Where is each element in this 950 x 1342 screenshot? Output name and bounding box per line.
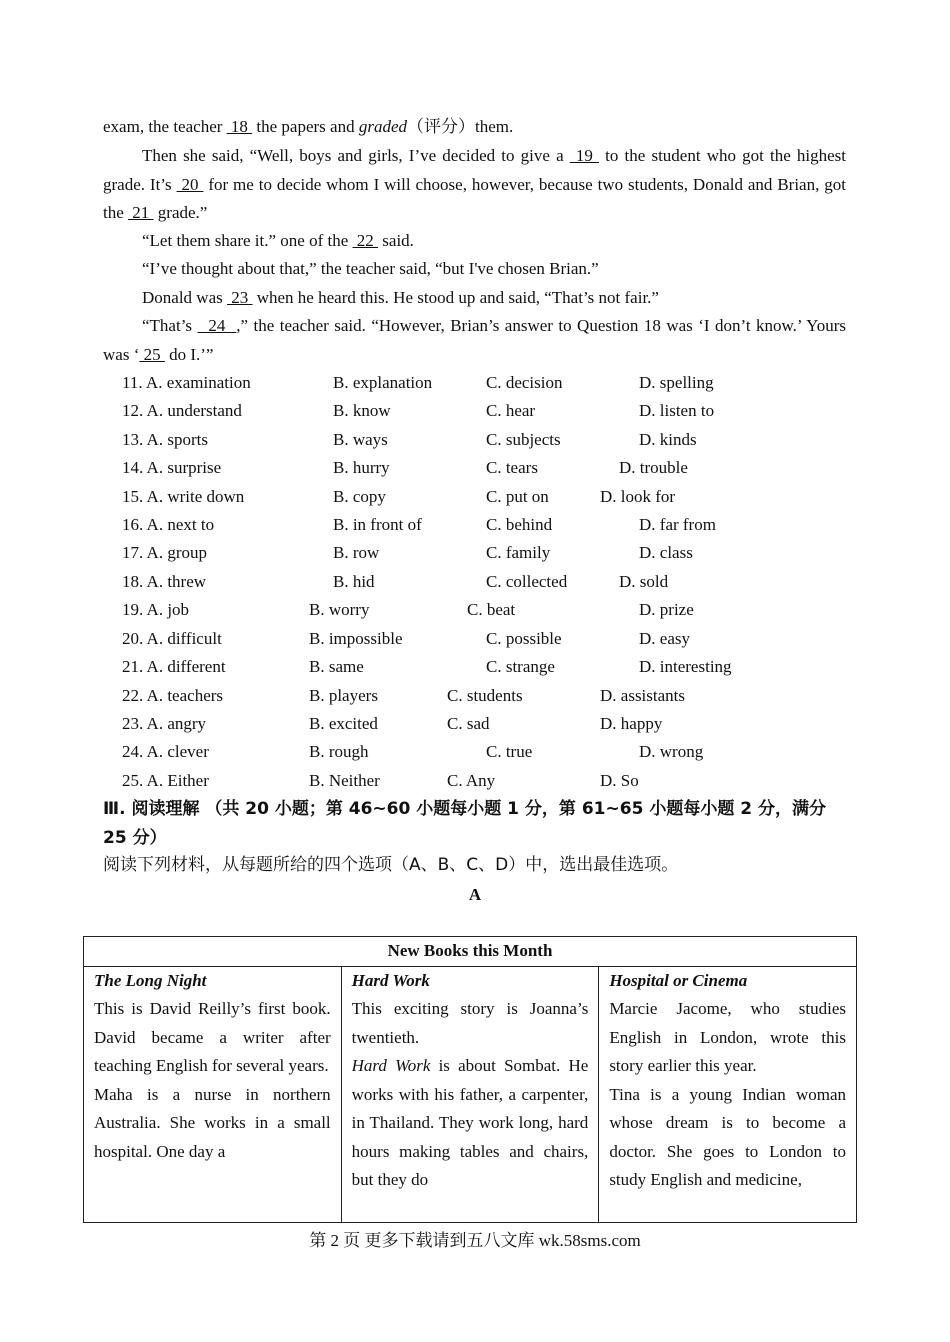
passage-line-share [103, 227, 846, 256]
text: do I.’” [164, 344, 214, 364]
books-table [83, 936, 857, 1223]
option-d: D. listen to [639, 401, 715, 420]
blank-18: 18 [226, 117, 253, 136]
text: the papers and [252, 117, 359, 136]
book-description [94, 995, 331, 1222]
book-intro: This is David Reilly’s first book. David became a writer after teaching English for several years. [94, 999, 331, 1075]
option-c: C. sad [447, 714, 490, 733]
option-row-12 [0, 397, 950, 425]
table-title: New Books this Month [84, 937, 857, 967]
option-d: D. assistants [600, 686, 685, 705]
section-instruction: 阅读下列材料，从每题所给的四个选项（A、B、C、D）中，选出最佳选项。 [103, 855, 679, 875]
book-title: Hard Work [351, 970, 430, 990]
option-c: C. hear [486, 401, 536, 420]
option-b: B. know [333, 401, 391, 420]
text: （评分）them. [407, 117, 514, 136]
option-d: D. trouble [619, 458, 688, 477]
passage-paragraph-prize [103, 142, 846, 228]
text: Donald was [142, 288, 227, 307]
option-a: 19. A. job [122, 600, 190, 619]
option-d: D. kinds [639, 430, 697, 449]
option-a: 22. A. teachers [122, 686, 224, 705]
option-a: 21. A. different [122, 657, 226, 676]
table-row [84, 966, 857, 1223]
book-summary: Maha is a nurse in northern Australia. She works in a small hospital. One day a [94, 1084, 331, 1161]
blank-25: 25 [139, 344, 165, 364]
option-row-15 [0, 483, 950, 511]
option-c: C. subjects [486, 430, 561, 449]
option-c: C. behind [486, 515, 553, 534]
option-a: 20. A. difficult [122, 629, 222, 648]
option-c: C. beat [467, 600, 516, 619]
option-c: C. tears [486, 458, 538, 477]
option-b: B. same [309, 657, 364, 676]
book-title: Hospital or Cinema [609, 970, 748, 990]
option-c: C. collected [486, 572, 568, 591]
option-d: D. look for [600, 487, 676, 506]
option-row-16 [0, 511, 950, 539]
option-row-11 [0, 369, 950, 397]
book-summary [352, 1052, 589, 1195]
option-d: D. prize [639, 600, 694, 619]
option-row-17 [0, 539, 950, 567]
text: to the student who got the highest grade. It’s [103, 146, 846, 194]
option-a: 14. A. surprise [122, 458, 222, 477]
book-intro: Marcie Jacome, who studies English in London, wrote this story earlier this year. [609, 999, 846, 1075]
option-b: B. copy [333, 487, 386, 506]
text: said. [378, 231, 414, 250]
option-b: B. ways [333, 430, 388, 449]
option-c: C. true [486, 742, 533, 761]
option-a: 23. A. angry [122, 714, 207, 733]
option-b: B. impossible [309, 629, 403, 648]
text: “Let them share it.” one of the [142, 231, 353, 250]
option-c: C. possible [486, 629, 562, 648]
book-description [352, 995, 589, 1222]
option-b: B. hid [333, 572, 375, 591]
option-d: D. interesting [639, 657, 732, 676]
text: for me to decide whom I will choose, however, because two students, Donald and Brian, got the [103, 174, 846, 222]
option-d: D. spelling [639, 373, 714, 392]
text: is about Sombat. He works with his father, a carpenter, in Thailand. They work long, hard hours making tables and chairs, but they do [351, 1056, 589, 1189]
option-c: C. decision [486, 373, 563, 392]
option-b: B. rough [309, 742, 369, 761]
text: grade.” [153, 203, 208, 222]
passage-line-donald [103, 284, 846, 313]
text: when he heard this. He stood up and said, “That’s not fair.” [252, 288, 659, 307]
option-b: B. excited [309, 714, 378, 733]
option-a: 16. A. next to [122, 515, 215, 534]
option-b: B. Neither [309, 771, 380, 790]
text: Then she said, “Well, boys and girls, I’ve decided to give a [142, 146, 570, 165]
passage-paragraph-answer [103, 312, 846, 369]
option-a: 11. A. examination [122, 373, 251, 392]
book-description [609, 995, 846, 1222]
option-row-23 [0, 710, 950, 738]
option-b: B. explanation [333, 373, 433, 392]
option-b: B. row [333, 543, 380, 562]
part-label: A [468, 885, 482, 904]
option-d: D. far from [639, 515, 716, 534]
option-c: C. put on [486, 487, 549, 506]
option-a: 18. A. threw [122, 572, 207, 591]
option-d: D. So [600, 771, 639, 790]
blank-20: 20 [176, 174, 204, 194]
option-a: 17. A. group [122, 543, 207, 562]
option-d: D. happy [600, 714, 663, 733]
option-row-22 [0, 682, 950, 710]
option-a: 12. A. understand [122, 401, 242, 420]
option-c: C. family [486, 543, 551, 562]
option-row-19 [0, 596, 950, 624]
option-d: D. wrong [639, 742, 704, 761]
option-row-13 [0, 426, 950, 454]
page-footer: 第 2 页 更多下载请到五八文库 wk.58sms.com [309, 1231, 641, 1250]
blank-21: 21 [128, 203, 154, 222]
option-b: B. hurry [333, 458, 390, 477]
option-row-14 [0, 454, 950, 482]
option-a: 25. A. Either [122, 771, 209, 790]
blank-23: 23 [226, 288, 253, 307]
blank-19: 19 [569, 146, 600, 165]
book-title: The Long Night [94, 970, 207, 990]
option-row-21 [0, 653, 950, 681]
section-heading: Ⅲ. 阅读理解 （共 20 小题；第 46~60 小题每小题 1 分，第 61~65 小题每小题 2 分，满分 25 分） [103, 799, 826, 848]
text: ,” the teacher said. “However, Brian’s answer to Question 18 was ‘I don’t know.’ Yours was ‘ [103, 316, 846, 364]
option-c: C. Any [447, 771, 496, 790]
option-row-25 [0, 767, 950, 795]
option-c: C. students [447, 686, 523, 705]
option-b: B. players [309, 686, 378, 705]
blank-24: 24 [197, 316, 237, 335]
option-row-18 [0, 568, 950, 596]
option-row-20 [0, 625, 950, 653]
option-a: 24. A. clever [122, 742, 209, 761]
text: “That’s [142, 316, 198, 335]
passage-line-exam [103, 113, 846, 142]
book-cell-hospital-or-cinema [599, 966, 857, 1223]
book-title-inline: Hard Work [351, 1056, 431, 1075]
option-d: D. sold [619, 572, 669, 591]
text: exam, the teacher [103, 117, 227, 136]
option-a: 15. A. write down [122, 487, 245, 506]
option-a: 13. A. sports [122, 430, 208, 449]
passage-line-thought: “I’ve thought about that,” the teacher said, “but I've chosen Brian.” [142, 259, 599, 278]
option-b: B. in front of [333, 515, 422, 534]
blank-22: 22 [352, 231, 379, 250]
graded-word: graded [358, 117, 408, 136]
table-header-row [84, 937, 857, 967]
book-cell-hard-work [341, 966, 599, 1223]
option-d: D. class [639, 543, 693, 562]
option-row-24 [0, 738, 950, 766]
book-cell-long-night [84, 966, 342, 1223]
option-c: C. strange [486, 657, 555, 676]
book-intro: This exciting story is Joanna’s twentieth. [351, 999, 589, 1047]
book-summary: Tina is a young Indian woman whose dream is to become a doctor. She goes to London to study English and medicine, [609, 1084, 846, 1189]
option-b: B. worry [309, 600, 370, 619]
option-d: D. easy [639, 629, 690, 648]
